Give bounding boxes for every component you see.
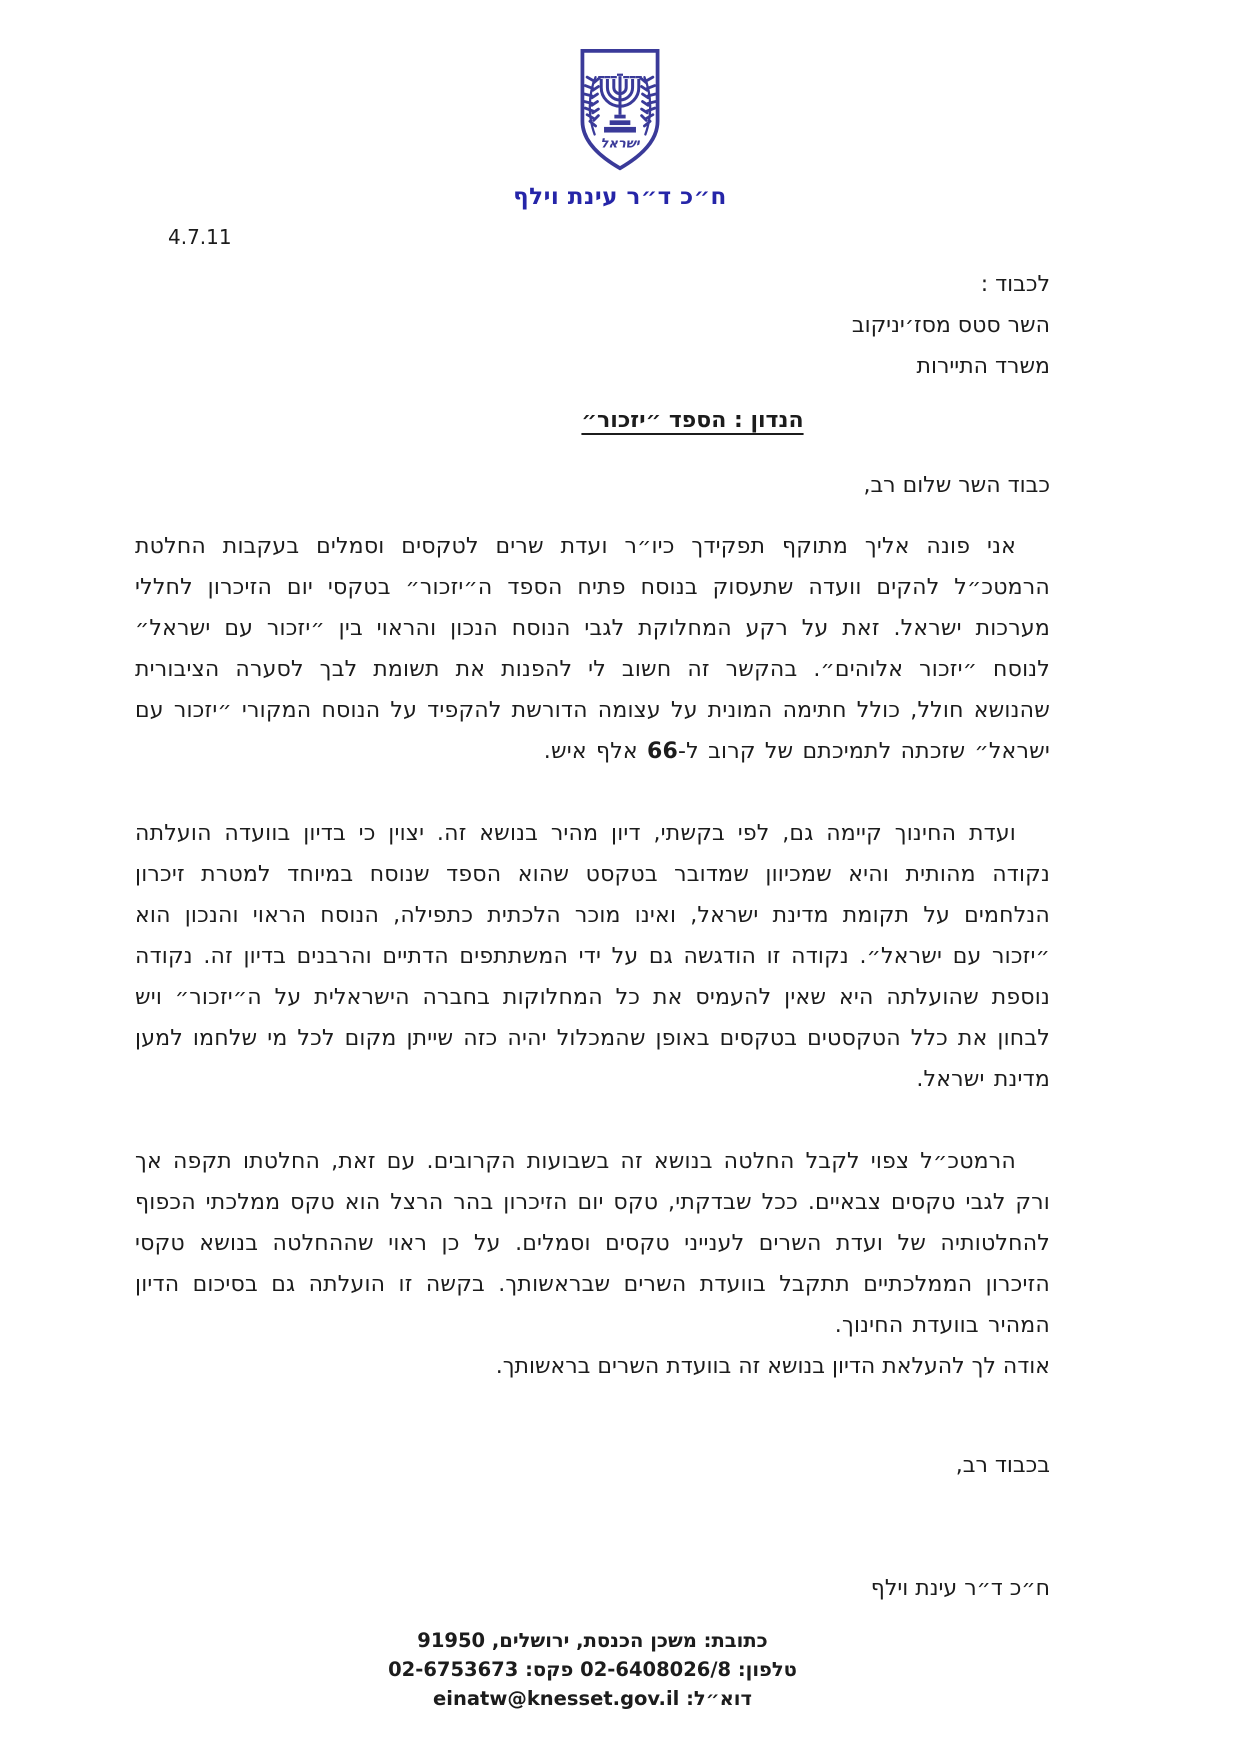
paragraph-1-text: אני פונה אליך מתוקף תפקידך כיו״ר ועדת שרים לטקסים וסמלים בעקבות החלטת הרמטכ״ל להקים וועדה שתעסוק בנוסח פתיח הספד ה״יזכור״ בטקסי יום הזיכרון לחללי מערכות ישראל. זאת על רקע המחלוקת לגבי הנוסח הנכון והראוי בין ״יזכור עם ישראל״ לנוסח ״יזכור אלוהים״. בהקשר זה חשוב לי להפנות את תשומת לבך לסערה הציבורית שהנושא חולל, כולל חתימה המונית על עצומה הדורשת להקפיד על הנוסח המקורי ״יזכור עם ישראל״ שזכתה לתמיכתם של קרוב ל-: [135, 534, 1050, 764]
footer-phone-fax: טלפון: 02-6408026/8 פקס: 02-6753673: [388, 1658, 797, 1681]
recipient-ministry: משרד התיירות: [916, 354, 1050, 379]
recipient-name: השר סטס מסז׳יניקוב: [851, 313, 1050, 338]
recipient-salute: לכבוד :: [980, 272, 1050, 297]
body-paragraph-1: [135, 526, 1050, 772]
mk-name-title: ח״כ ד״ר עינת וילף: [513, 184, 727, 210]
letterhead: [0, 48, 1240, 172]
letter-body: [135, 224, 1050, 1609]
letter-footer: [135, 1626, 1050, 1713]
letter-date: 4.7.11: [168, 225, 232, 249]
emblem-caption: ישראל: [600, 136, 640, 152]
recipient-block: [135, 264, 1050, 387]
subject-text: הנדון : הספד ״יזכור״: [581, 408, 804, 433]
footer-address: כתובת: משכן הכנסת, ירושלים, 91950: [417, 1629, 768, 1652]
body-paragraph-3: הרמטכ״ל צפוי לקבל החלטה בנושא זה בשבועות הקרובים. עם זאת, החלטתו תקפה אך ורק לגבי טקסים צבאיים. ככל שבדקתי, טקס יום הזיכרון בהר הרצל הוא טקס ממלכתי הכפוף להחלטותיה של ועדת השרים לענייני טקסים וסמלים. על כן ראוי שההחלטה בנושא טקסי הזיכרון הממלכתיים תתקבל בוועדת השרים שבראשותך. בקשה זו הועלתה גם בסיכום הדיון המהיר בוועדת החינוך.: [135, 1149, 1050, 1338]
petition-signers-count: 66: [647, 739, 679, 764]
israel-state-emblem-icon: [573, 48, 667, 172]
subject-line: [235, 405, 1150, 437]
closing-line: בכבוד רב,: [955, 1453, 1050, 1478]
request-line: אודה לך להעלאת הדיון בנושא זה בוועדת השרים בראשותך.: [495, 1354, 1050, 1379]
body-paragraph-2: ועדת החינוך קיימה גם, לפי בקשתי, דיון מהיר בנושא זה. יצוין כי בדיון בוועדה הועלתה נקודה מהותית והיא שמכיוון שמדובר בטקסט שהוא הספד שנוסח במיוחד למטרת זיכרון הנלחמים על תקומת מדינת ישראל, ואינו מוכר הלכתית כתפילה, הנוסח הראוי והנכון הוא ״יזכור עם ישראל״. נקודה זו הודגשה גם על ידי המשתתפים הדתיים והרבנים בדיון זה. נקודה נוספת שהועלתה היא שאין להעמיס את כל המחלוקות בחברה הישראלית על ה״יזכור״ ויש לבחון את כלל הטקסטים בטקסים באופן שהמכלול יהיה כזה שייתן מקום לכל מי שלחמו למען מדינת ישראל.: [135, 821, 1050, 1092]
paragraph-1-end: אלף איש.: [543, 739, 648, 764]
signature-name: ח״כ ד״ר עינת וילף: [870, 1576, 1050, 1601]
footer-email: דוא״ל: einatw@knesset.gov.il: [433, 1687, 752, 1710]
greeting-line: כבוד השר שלום רב,: [863, 473, 1050, 498]
